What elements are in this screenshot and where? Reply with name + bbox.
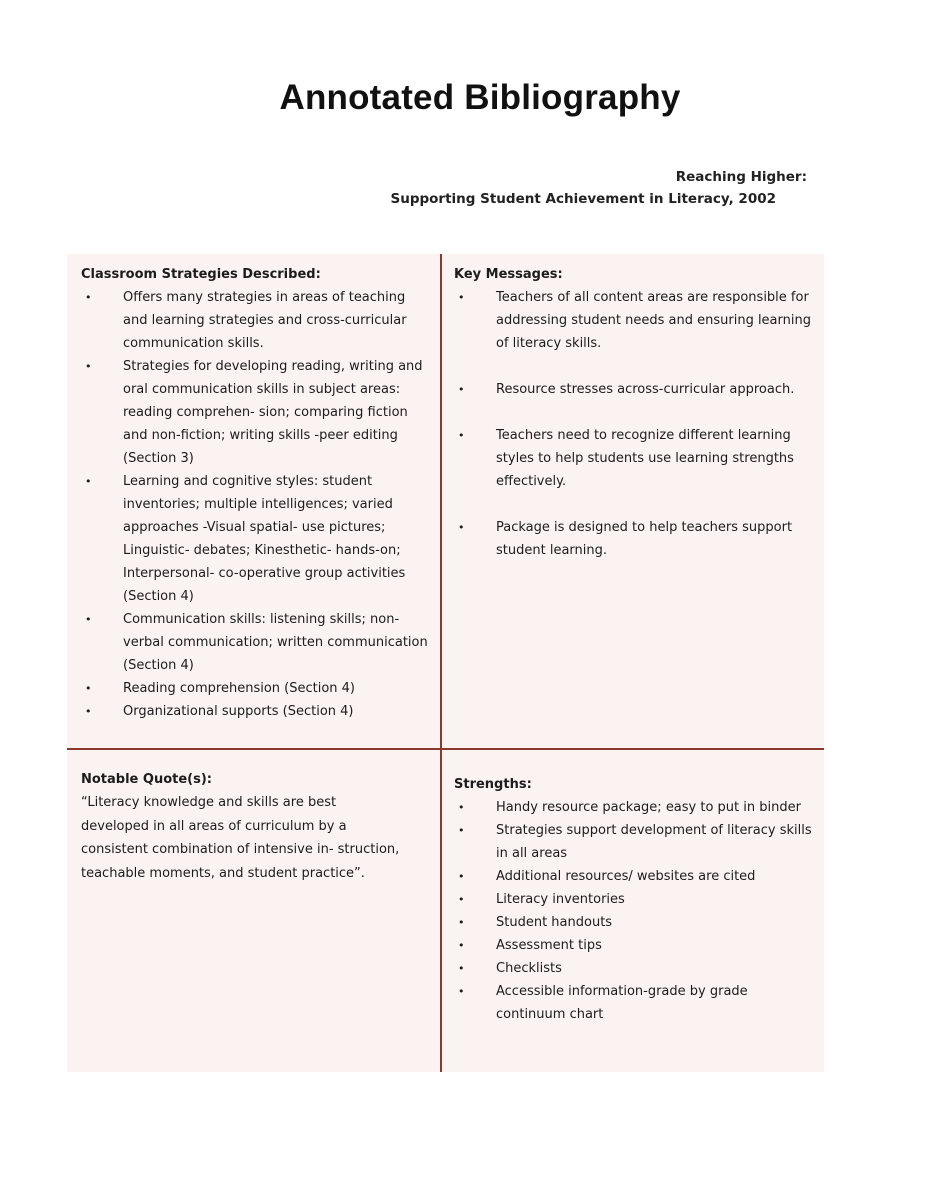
- page-title: Annotated Bibliography: [279, 78, 681, 117]
- list-item: • Assessment tips: [454, 934, 814, 957]
- key-messages-cell: [454, 264, 814, 585]
- bullet-icon: •: [85, 360, 92, 373]
- list-item: • Literacy inventories: [454, 888, 814, 911]
- bullet-icon: •: [458, 916, 465, 929]
- list-item: • Package is designed to help teachers support student learning.: [454, 516, 814, 562]
- bullet-icon: •: [458, 291, 465, 304]
- bullet-icon: •: [85, 705, 92, 718]
- list-item: • Communication skills: listening skills; non-verbal communication; written communication (Section 4): [81, 608, 433, 677]
- bullet-icon: •: [458, 383, 465, 396]
- list-item: • Learning and cognitive styles: student inventories; multiple intelligences; varied approaches -Visual spatial- use pictures; Linguistic- debates; Kinesthetic- hands-on; Interpersonal- co-operative group activities (Section 4): [81, 470, 433, 608]
- annotation-table: [67, 254, 824, 1072]
- bullet-icon: •: [85, 475, 92, 488]
- classroom-strategies-heading: Classroom Strategies Described:: [81, 267, 321, 282]
- bullet-icon: •: [458, 521, 465, 534]
- list-item: • Additional resources/ websites are cited: [454, 865, 814, 888]
- bullet-icon: •: [458, 985, 465, 998]
- subtitle-publication-title: Reaching Higher:: [675, 169, 807, 185]
- list-item: • Organizational supports (Section 4): [81, 700, 433, 723]
- list-item: • Strategies support development of literacy skills in all areas: [454, 819, 814, 865]
- bullet-icon: •: [85, 291, 92, 304]
- classroom-strategies-list: [81, 286, 433, 723]
- list-item: • Strategies for developing reading, writing and oral communication skills in subject areas: reading comprehen- sion; comparing fiction and non-fiction; writing skills -peer editing (Section 3): [81, 355, 433, 470]
- bullet-icon: •: [458, 939, 465, 952]
- notable-quote-text: “Literacy knowledge and skills are best developed in all areas of curriculum by a consistent combination of intensive in- struction, teachable moments, and student practice”.: [81, 795, 400, 881]
- list-item: • Handy resource package; easy to put in binder: [454, 796, 814, 819]
- bullet-icon: •: [458, 870, 465, 883]
- vertical-divider: [440, 254, 442, 1072]
- bullet-icon: •: [458, 893, 465, 906]
- bullet-icon: •: [458, 801, 465, 814]
- list-item: • Offers many strategies in areas of teaching and learning strategies and cross-curricular communication skills.: [81, 286, 433, 355]
- horizontal-divider: [67, 748, 824, 750]
- bullet-icon: •: [458, 824, 465, 837]
- bullet-icon: •: [85, 682, 92, 695]
- bullet-icon: •: [85, 613, 92, 626]
- list-item: • Student handouts: [454, 911, 814, 934]
- notable-quotes-cell: [81, 769, 433, 885]
- list-item: • Checklists: [454, 957, 814, 980]
- strengths-list: [454, 796, 814, 1026]
- list-item: • Teachers of all content areas are responsible for addressing student needs and ensuring learning of literacy skills.: [454, 286, 814, 355]
- list-item: • Teachers need to recognize different learning styles to help students use learning strengths effectively.: [454, 424, 814, 493]
- subtitle-publication-name: Supporting Student Achievement in Literacy, 2002: [390, 191, 776, 207]
- list-item: • Accessible information-grade by grade continuum chart: [454, 980, 814, 1026]
- key-messages-list: [454, 286, 814, 562]
- notable-quotes-heading: Notable Quote(s):: [81, 772, 212, 787]
- key-messages-heading: Key Messages:: [454, 267, 563, 282]
- strengths-heading: Strengths:: [454, 777, 532, 792]
- list-item: • Reading comprehension (Section 4): [81, 677, 433, 700]
- bullet-icon: •: [458, 429, 465, 442]
- bullet-icon: •: [458, 962, 465, 975]
- classroom-strategies-cell: [81, 264, 433, 723]
- list-item: • Resource stresses across-curricular approach.: [454, 378, 814, 401]
- strengths-cell: [454, 774, 814, 1026]
